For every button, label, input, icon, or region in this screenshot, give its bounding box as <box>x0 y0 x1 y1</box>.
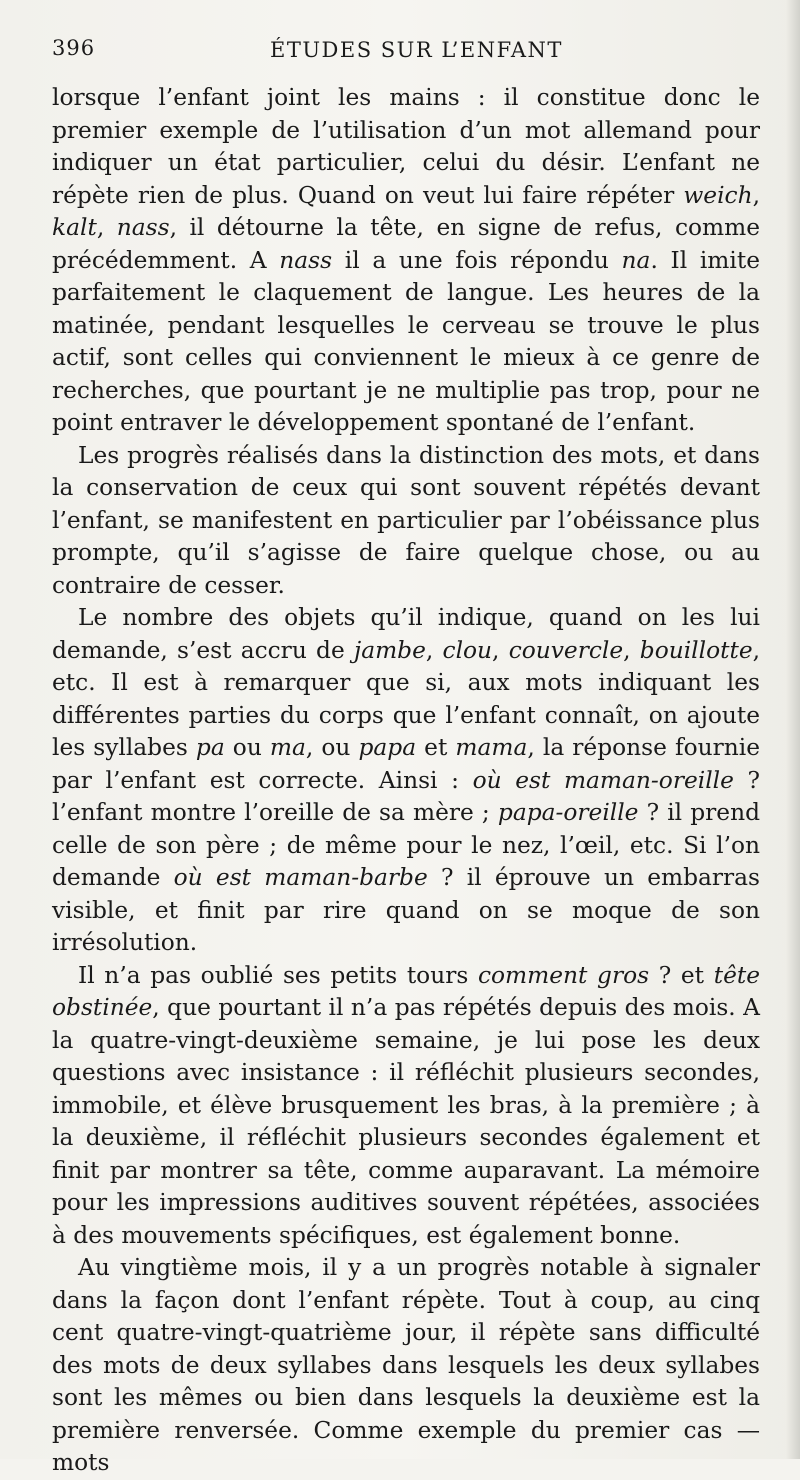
page-number: 396 <box>52 36 96 60</box>
paragraph-1: lorsque l’enfant joint les mains : il constitue donc le premier exemple de l’utilisation d’un mot allemand pour indiquer un état particulier, celui du désir. L’enfant ne répète rien de plus. Quand on veut lui faire répéter weich, kalt, nass, il détourne la tête, en signe de refus, comme précédemment. A nass il a une fois répondu na. Il imite parfaitement le claquement de langue. Les heures de la matinée, pendant lesquelles le cerveau se trouve le plus actif, sont celles qui conviennent le mieux à ce genre de recherches, que pourtant je ne multiplie pas trop, pour ne point entraver le développement spontané de l’enfant. <box>52 84 761 436</box>
paragraph-5: Au vingtième mois, il y a un progrès notable à signaler dans la façon dont l’enfant répète. Tout à coup, au cinq cent quatre-vingt-quatrième jour, il répète sans difficulté des mots de deux syllabes dans lesquels les deux syllabes sont les mêmes ou bien dans lesquels la deuxième est la première renversée. Comme exemple du premier cas — mots <box>52 1254 760 1476</box>
body-text <box>52 82 760 1480</box>
running-header <box>52 36 758 72</box>
paragraph-3: Le nombre des objets qu’il indique, quand on les lui demande, s’est accru de jambe, clou, couvercle, bouillotte, etc. Il est à remarquer que si, aux mots indiquant les différentes parties du corps que l’enfant connaît, on ajoute les syllabes pa ou ma, ou papa et mama, la réponse fournie par l’enfant est correcte. Ainsi : où est maman-oreille ? l’enfant montre l’oreille de sa mère ; papa-oreille ? il prend celle de son père ; de même pour le nez, l’œil, etc. Si l’on demande où est maman-barbe ? il éprouve un embarras visible, et finit par rire quand on se moque de son irrésolution. <box>52 604 761 956</box>
paragraph-4: Il n’a pas oublié ses petits tours comment gros ? et tête obstinée, que pourtant il n’a pas répétés depuis des mois. A la quatre-vingt-deuxième semaine, je lui pose les deux questions avec insistance : il réfléchit plusieurs secondes, immobile, et élève brusquement les bras, à la première ; à la deuxième, il réfléchit plusieurs secondes également et finit par montrer sa tête, comme auparavant. La mémoire pour les impressions auditives souvent répétées, associées à des mouvements spécifiques, est également bonne. <box>52 961 761 1249</box>
running-title: ÉTUDES SUR L’ENFANT <box>270 38 563 62</box>
page-edge-shadow <box>786 0 800 1459</box>
paragraph-2: Les progrès réalisés dans la distinction des mots, et dans la conservation de ceux qui sont souvent répétés devant l’enfant, se manifestent en particulier par l’obéissance plus prompte, qu’il s’agisse de faire quelque chose, ou au contraire de cesser. <box>52 441 760 599</box>
